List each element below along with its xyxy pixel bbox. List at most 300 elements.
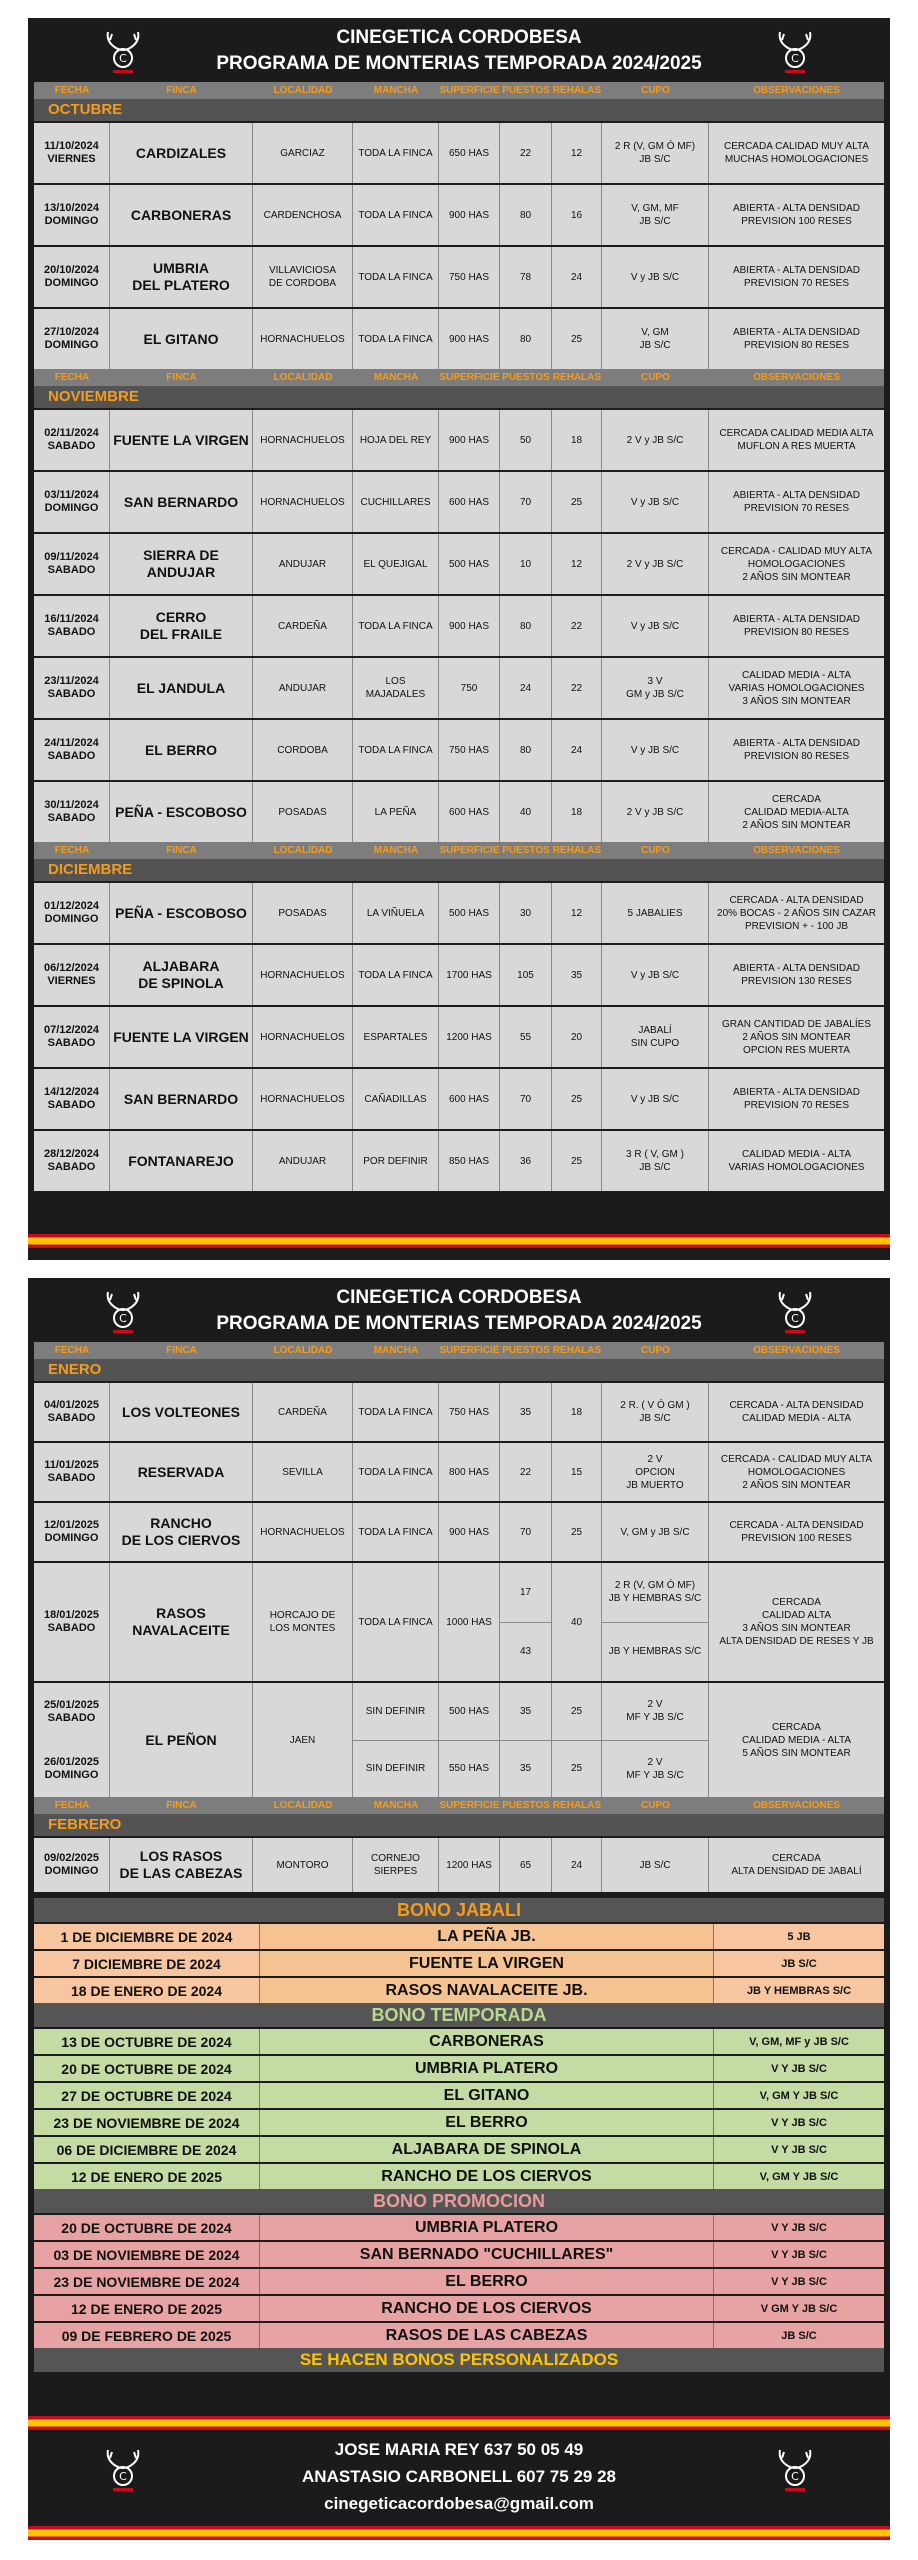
column-header-label: SUPERFICIE [439, 1800, 500, 1811]
cell-mancha: TODA LA FINCA [353, 1383, 439, 1441]
column-header-label: SUPERFICIE [439, 845, 500, 856]
bono-finca: EL BERRO [260, 2110, 714, 2135]
cell-puestos: 70 [500, 1069, 552, 1129]
cell-finca: CARDIZALES [110, 123, 253, 183]
bono-cupo: JB Y HEMBRAS S/C [714, 1978, 884, 2003]
cell-cupo [602, 1563, 709, 1681]
svg-text:C: C [119, 52, 127, 65]
deer-antlers-logo-icon [98, 2444, 148, 2494]
rehalas-b: 25 [570, 1763, 583, 1775]
program-card-2 [28, 1278, 890, 2540]
bono-finca: EL BERRO [260, 2269, 714, 2294]
table-row [34, 1067, 884, 1129]
cell-superficie: 500 HAS [439, 534, 500, 594]
column-header-label: MANCHA [373, 1345, 419, 1356]
superficie-a: 500 HAS [439, 1683, 499, 1741]
cell-superficie: 1200 HAS [439, 1007, 500, 1067]
cell-localidad: ANDUJAR [253, 658, 353, 718]
cell-mancha: TODA LA FINCA [353, 596, 439, 656]
table-row [34, 1441, 884, 1501]
cupo-a: 2 R (V, GM Ó MF) JB Y HEMBRAS S/C [602, 1563, 708, 1623]
cell-localidad: HORNACHUELOS [253, 309, 353, 369]
spanish-flag-strip [28, 1234, 890, 1248]
cell-puestos: 78 [500, 247, 552, 307]
svg-text:C: C [119, 1312, 127, 1325]
column-header-label: MANCHA [373, 372, 419, 383]
bono-row [34, 2081, 884, 2108]
cell-finca: LOS VOLTEONES [110, 1383, 253, 1441]
cell-rehalas: 18 [552, 782, 602, 842]
cell-finca: ALJABARA DE SPINOLA [110, 945, 253, 1005]
table-row [34, 718, 884, 780]
cell-mancha: LA VIÑUELA [353, 883, 439, 943]
cell-rehalas: 12 [552, 883, 602, 943]
fecha-a: 25/01/2025 SABADO [43, 1698, 100, 1724]
cell-puestos [500, 1563, 552, 1681]
cell-superficie: 1700 HAS [439, 945, 500, 1005]
cell-superficie: 500 HAS [439, 883, 500, 943]
bono-cupo: V GM Y JB S/C [714, 2296, 884, 2321]
bono-promocion-title: BONO PROMOCION [34, 2189, 884, 2213]
rehalas-a: 25 [552, 1683, 601, 1741]
cell-observaciones: ABIERTA - ALTA DENSIDAD PREVISION 70 RESES [709, 472, 884, 532]
bono-row [34, 2162, 884, 2189]
bono-finca: RASOS DE LAS CABEZAS [260, 2323, 714, 2348]
cell-rehalas: 40 [552, 1563, 602, 1681]
cell-fecha: 24/11/2024 SABADO [34, 720, 110, 780]
cell-finca: EL GITANO [110, 309, 253, 369]
cell-superficie: 600 HAS [439, 1069, 500, 1129]
cell-mancha: POR DEFINIR [353, 1131, 439, 1191]
cell-cupo: V y JB S/C [602, 472, 709, 532]
cell-fecha: 04/01/2025 SABADO [34, 1383, 110, 1441]
column-header-label: PUESTOS [502, 372, 550, 383]
month-label: ENERO [34, 1359, 884, 1381]
cell-observaciones: ABIERTA - ALTA DENSIDAD PREVISION 80 RESES [709, 596, 884, 656]
cell-observaciones: ABIERTA - ALTA DENSIDAD PREVISION 70 RESES [709, 1069, 884, 1129]
cupo-b: JB Y HEMBRAS S/C [608, 1646, 702, 1658]
cell-fecha [34, 1683, 110, 1797]
bono-cupo: V Y JB S/C [714, 2110, 884, 2135]
cell-localidad: GARCIAZ [253, 123, 353, 183]
cell-superficie: 750 [439, 658, 500, 718]
bono-finca: RANCHO DE LOS CIERVOS [260, 2164, 714, 2189]
column-header-label: REHALAS [552, 845, 602, 856]
cell-observaciones: CALIDAD MEDIA - ALTA VARIAS HOMOLOGACIONES [709, 1131, 884, 1191]
cell-cupo: V, GM, MF JB S/C [602, 185, 709, 245]
bono-date: 03 DE NOVIEMBRE DE 2024 [34, 2242, 260, 2267]
cell-puestos: 65 [500, 1838, 552, 1892]
puestos-a: 17 [500, 1563, 551, 1623]
cell-puestos: 70 [500, 472, 552, 532]
column-header-label: LOCALIDAD [273, 372, 333, 383]
bono-row [34, 2321, 884, 2348]
page-title: CINEGETICA CORDOBESA [336, 27, 582, 48]
cell-puestos: 30 [500, 883, 552, 943]
cell-localidad: HORNACHUELOS [253, 1503, 353, 1561]
bono-cupo: V Y JB S/C [714, 2242, 884, 2267]
bono-finca: UMBRIA PLATERO [260, 2215, 714, 2240]
cupo-a: 2 V MF Y JB S/C [602, 1683, 708, 1741]
fecha-b: 26/01/2025 DOMINGO [43, 1755, 100, 1781]
bono-date: 13 DE OCTUBRE DE 2024 [34, 2029, 260, 2054]
cell-localidad: ANDUJAR [253, 534, 353, 594]
cell-rehalas: 18 [552, 410, 602, 470]
cell-observaciones: CERCADA CALIDAD MEDIA-ALTA 2 AÑOS SIN MONTEAR [709, 782, 884, 842]
cell-observaciones: CERCADA CALIDAD MEDIA ALTA MUFLON A RES MUERTA [709, 410, 884, 470]
cell-localidad: HORNACHUELOS [253, 945, 353, 1005]
cell-localidad: HORNACHUELOS [253, 410, 353, 470]
bono-row [34, 1949, 884, 1976]
cell-rehalas: 25 [552, 1503, 602, 1561]
cell-cupo: 3 V GM y JB S/C [602, 658, 709, 718]
table-row [34, 470, 884, 532]
table-row [34, 1681, 884, 1797]
cell-puestos: 80 [500, 309, 552, 369]
column-header-label: CUPO [641, 85, 670, 96]
bono-date: 23 DE NOVIEMBRE DE 2024 [34, 2110, 260, 2135]
cell-cupo: 5 JABALIES [602, 883, 709, 943]
bono-cupo: V Y JB S/C [714, 2137, 884, 2162]
cell-fecha: 06/12/2024 VIERNES [34, 945, 110, 1005]
contact-email[interactable]: cinegeticacordobesa@gmail.com [324, 2494, 594, 2513]
cell-fecha: 01/12/2024 DOMINGO [34, 883, 110, 943]
cell-localidad: POSADAS [253, 782, 353, 842]
page-title: CINEGETICA CORDOBESA [336, 1287, 582, 1308]
column-header-label: PUESTOS [502, 1800, 550, 1811]
bono-finca: RANCHO DE LOS CIERVOS [260, 2296, 714, 2321]
bono-date: 06 DE DICIEMBRE DE 2024 [34, 2137, 260, 2162]
cell-cupo: 3 R ( V, GM ) JB S/C [602, 1131, 709, 1191]
column-header [34, 1342, 884, 1359]
month-label: OCTUBRE [34, 99, 884, 121]
cell-puestos: 70 [500, 1503, 552, 1561]
cell-fecha: 28/12/2024 SABADO [34, 1131, 110, 1191]
bono-row [34, 2240, 884, 2267]
cell-puestos: 50 [500, 410, 552, 470]
cell-cupo: 2 V y JB S/C [602, 410, 709, 470]
column-header-label: MANCHA [373, 1800, 419, 1811]
cell-puestos: 105 [500, 945, 552, 1005]
cell-rehalas: 25 [552, 309, 602, 369]
cell-cupo: 2 V OPCION JB MUERTO [602, 1443, 709, 1501]
bono-row [34, 2267, 884, 2294]
cell-cupo: 2 V y JB S/C [602, 782, 709, 842]
page-subtitle: PROGRAMA DE MONTERIAS TEMPORADA 2024/2025 [216, 53, 702, 74]
cell-localidad: CARDEÑA [253, 596, 353, 656]
table-row [34, 1836, 884, 1892]
column-header-label: FINCA [166, 1345, 197, 1356]
contact-phone-1: JOSE MARIA REY 637 50 05 49 [334, 2440, 584, 2459]
cell-rehalas: 22 [552, 658, 602, 718]
month-label: FEBRERO [34, 1814, 884, 1836]
cell-mancha: TODA LA FINCA [353, 720, 439, 780]
cell-rehalas: 25 [552, 1131, 602, 1191]
cell-fecha: 12/01/2025 DOMINGO [34, 1503, 110, 1561]
cell-fecha: 11/01/2025 SABADO [34, 1443, 110, 1501]
column-header-label: REHALAS [552, 372, 602, 383]
cell-fecha: 07/12/2024 SABADO [34, 1007, 110, 1067]
cell-cupo: V y JB S/C [602, 945, 709, 1005]
column-header-label: LOCALIDAD [273, 85, 333, 96]
cell-finca: RANCHO DE LOS CIERVOS [110, 1503, 253, 1561]
cell-finca: CERRO DEL FRAILE [110, 596, 253, 656]
bono-row [34, 2027, 884, 2054]
cell-rehalas [552, 1683, 602, 1797]
cell-mancha [353, 1683, 439, 1797]
bono-finca: FUENTE LA VIRGEN [260, 1951, 714, 1976]
column-header-label: FECHA [54, 1345, 90, 1356]
column-header-label: LOCALIDAD [273, 1800, 333, 1811]
column-header-label: FINCA [166, 85, 197, 96]
cell-fecha: 09/02/2025 DOMINGO [34, 1838, 110, 1892]
cell-finca: EL BERRO [110, 720, 253, 780]
cell-superficie: 1200 HAS [439, 1838, 500, 1892]
superficie-b: 550 HAS [448, 1763, 490, 1775]
column-header-label: REHALAS [552, 1800, 602, 1811]
cell-cupo: 2 V y JB S/C [602, 534, 709, 594]
cell-cupo: 2 R. ( V Ó GM ) JB S/C [602, 1383, 709, 1441]
table-row [34, 1129, 884, 1191]
deer-antlers-logo-icon [770, 26, 820, 76]
table-row [34, 408, 884, 470]
column-header [34, 842, 884, 859]
cell-superficie: 900 HAS [439, 596, 500, 656]
bono-date: 12 DE ENERO DE 2025 [34, 2164, 260, 2189]
cell-localidad: JAEN [253, 1683, 353, 1797]
cell-mancha: TODA LA FINCA [353, 309, 439, 369]
cell-rehalas: 24 [552, 1838, 602, 1892]
bono-date: 1 DE DICIEMBRE DE 2024 [34, 1924, 260, 1949]
deer-antlers-logo-icon [98, 1286, 148, 1336]
cell-localidad: HORNACHUELOS [253, 1007, 353, 1067]
cell-rehalas: 22 [552, 596, 602, 656]
table-row [34, 245, 884, 307]
cell-observaciones: CERCADA CALIDAD ALTA 3 AÑOS SIN MONTEAR ALTA DENSIDAD DE RESES Y JB [709, 1563, 884, 1681]
cell-localidad: POSADAS [253, 883, 353, 943]
cell-rehalas: 12 [552, 534, 602, 594]
deer-antlers-logo-icon [98, 26, 148, 76]
cell-mancha: CUCHILLARES [353, 472, 439, 532]
cell-observaciones: CERCADA - ALTA DENSIDAD CALIDAD MEDIA - ALTA [709, 1383, 884, 1441]
cell-observaciones: ABIERTA - ALTA DENSIDAD PREVISION 70 RESES [709, 247, 884, 307]
table-row [34, 1561, 884, 1681]
column-header-label: OBSERVACIONES [753, 845, 840, 856]
column-header-label: OBSERVACIONES [753, 372, 840, 383]
spanish-flag-strip [28, 2416, 890, 2430]
cell-mancha: LOS MAJADALES [353, 658, 439, 718]
cell-observaciones: CERCADA CALIDAD MUY ALTA MUCHAS HOMOLOGACIONES [709, 123, 884, 183]
cell-mancha: ESPARTALES [353, 1007, 439, 1067]
bono-row [34, 2108, 884, 2135]
cell-mancha: LA PEÑA [353, 782, 439, 842]
contact-footer [28, 2436, 890, 2517]
column-header-label: OBSERVACIONES [753, 85, 840, 96]
cell-mancha: TODA LA FINCA [353, 123, 439, 183]
column-header-label: PUESTOS [502, 1345, 550, 1356]
bono-row [34, 1922, 884, 1949]
cell-observaciones: CALIDAD MEDIA - ALTA VARIAS HOMOLOGACIONES 3 AÑOS SIN MONTEAR [709, 658, 884, 718]
table-row [34, 1501, 884, 1561]
cell-finca: FUENTE LA VIRGEN [110, 410, 253, 470]
cell-puestos: 36 [500, 1131, 552, 1191]
cell-observaciones: ABIERTA - ALTA DENSIDAD PREVISION 100 RESES [709, 185, 884, 245]
mancha-a: SIN DEFINIR [353, 1683, 438, 1741]
cell-puestos: 80 [500, 720, 552, 780]
column-header-label: PUESTOS [502, 85, 550, 96]
bono-finca: UMBRIA PLATERO [260, 2056, 714, 2081]
table-row [34, 532, 884, 594]
cell-fecha: 20/10/2024 DOMINGO [34, 247, 110, 307]
bono-cupo: V Y JB S/C [714, 2215, 884, 2240]
spanish-flag-strip [28, 2526, 890, 2540]
column-header-label: FECHA [54, 372, 90, 383]
bono-date: 20 DE OCTUBRE DE 2024 [34, 2056, 260, 2081]
cell-cupo: V, GM JB S/C [602, 309, 709, 369]
cell-finca: PEÑA - ESCOBOSO [110, 883, 253, 943]
cell-superficie: 850 HAS [439, 1131, 500, 1191]
cell-rehalas: 25 [552, 472, 602, 532]
column-header-label: MANCHA [373, 845, 419, 856]
cell-cupo: JABALÍ SIN CUPO [602, 1007, 709, 1067]
bono-temporada-title: BONO TEMPORADA [34, 2003, 884, 2027]
cell-cupo: 2 R (V, GM Ó MF) JB S/C [602, 123, 709, 183]
cell-mancha: TODA LA FINCA [353, 185, 439, 245]
cell-finca: PEÑA - ESCOBOSO [110, 782, 253, 842]
cell-puestos: 80 [500, 185, 552, 245]
column-header-label: CUPO [641, 372, 670, 383]
cell-mancha: TODA LA FINCA [353, 945, 439, 1005]
column-header-label: OBSERVACIONES [753, 1345, 840, 1356]
cell-finca: EL JANDULA [110, 658, 253, 718]
cell-observaciones: CERCADA ALTA DENSIDAD DE JABALÍ [709, 1838, 884, 1892]
svg-text:C: C [791, 52, 799, 65]
puestos-b: 35 [519, 1763, 532, 1775]
cell-superficie: 900 HAS [439, 185, 500, 245]
cell-rehalas: 24 [552, 720, 602, 780]
cell-localidad: HORNACHUELOS [253, 472, 353, 532]
column-header-label: CUPO [641, 845, 670, 856]
cell-cupo [602, 1683, 709, 1797]
deer-antlers-logo-icon [770, 1286, 820, 1336]
cell-fecha: 23/11/2024 SABADO [34, 658, 110, 718]
bono-cupo: V Y JB S/C [714, 2056, 884, 2081]
bono-row [34, 2135, 884, 2162]
column-header-label: FECHA [54, 1800, 90, 1811]
column-header-label: FINCA [166, 845, 197, 856]
column-header [34, 82, 884, 99]
contact-phone-2: ANASTASIO CARBONELL 607 75 29 28 [302, 2467, 616, 2486]
table-row [34, 780, 884, 842]
bono-cupo: V Y JB S/C [714, 2269, 884, 2294]
bono-date: 27 DE OCTUBRE DE 2024 [34, 2083, 260, 2108]
bono-row [34, 2294, 884, 2321]
cell-observaciones: CERCADA - ALTA DENSIDAD PREVISION 100 RESES [709, 1503, 884, 1561]
cell-fecha: 14/12/2024 SABADO [34, 1069, 110, 1129]
svg-text:C: C [791, 1312, 799, 1325]
cell-rehalas: 25 [552, 1069, 602, 1129]
cell-finca: SAN BERNARDO [110, 1069, 253, 1129]
cell-cupo: V y JB S/C [602, 720, 709, 780]
cell-observaciones: ABIERTA - ALTA DENSIDAD PREVISION 80 RESES [709, 720, 884, 780]
month-label: NOVIEMBRE [34, 386, 884, 408]
cell-localidad: ANDUJAR [253, 1131, 353, 1191]
cell-puestos: 80 [500, 596, 552, 656]
column-header-label: MANCHA [373, 85, 419, 96]
column-header-label: LOCALIDAD [273, 845, 333, 856]
cell-observaciones: CERCADA CALIDAD MEDIA - ALTA 5 AÑOS SIN MONTEAR [709, 1683, 884, 1797]
cell-mancha: EL QUEJIGAL [353, 534, 439, 594]
svg-text:C: C [791, 2470, 799, 2483]
cell-puestos: 35 [500, 1383, 552, 1441]
table-row [34, 183, 884, 245]
bono-date: 23 DE NOVIEMBRE DE 2024 [34, 2269, 260, 2294]
bono-cupo: V, GM, MF y JB S/C [714, 2029, 884, 2054]
bono-finca: EL GITANO [260, 2083, 714, 2108]
column-header-label: CUPO [641, 1800, 670, 1811]
cell-observaciones: CERCADA - CALIDAD MUY ALTA HOMOLOGACIONES 2 AÑOS SIN MONTEAR [709, 534, 884, 594]
bono-finca: RASOS NAVALACEITE JB. [260, 1978, 714, 2003]
cell-puestos: 22 [500, 123, 552, 183]
cell-localidad: MONTORO [253, 1838, 353, 1892]
month-label: DICIEMBRE [34, 859, 884, 881]
bono-jabali-title: BONO JABALI [34, 1898, 884, 1922]
cell-finca: UMBRIA DEL PLATERO [110, 247, 253, 307]
cell-localidad: SEVILLA [253, 1443, 353, 1501]
bonos-personalizados: SE HACEN BONOS PERSONALIZADOS [34, 2348, 884, 2372]
bono-cupo: JB S/C [714, 2323, 884, 2348]
cell-mancha: TODA LA FINCA [353, 1503, 439, 1561]
table-row [34, 1381, 884, 1441]
cell-localidad: CARDEÑA [253, 1383, 353, 1441]
table-row [34, 594, 884, 656]
cell-rehalas: 15 [552, 1443, 602, 1501]
cell-finca: FONTANAREJO [110, 1131, 253, 1191]
cell-cupo: V y JB S/C [602, 1069, 709, 1129]
cell-cupo: V y JB S/C [602, 247, 709, 307]
cell-fecha: 02/11/2024 SABADO [34, 410, 110, 470]
bono-row [34, 1976, 884, 2003]
cell-puestos: 22 [500, 1443, 552, 1501]
bono-date: 20 DE OCTUBRE DE 2024 [34, 2215, 260, 2240]
table-row [34, 881, 884, 943]
cell-superficie: 800 HAS [439, 1443, 500, 1501]
cell-superficie: 600 HAS [439, 782, 500, 842]
cell-superficie: 750 HAS [439, 720, 500, 780]
cell-fecha: 30/11/2024 SABADO [34, 782, 110, 842]
card-header [28, 18, 890, 82]
cell-observaciones: ABIERTA - ALTA DENSIDAD PREVISION 80 RESES [709, 309, 884, 369]
cell-finca: SIERRA DE ANDUJAR [110, 534, 253, 594]
bono-cupo: V, GM Y JB S/C [714, 2083, 884, 2108]
cell-superficie: 900 HAS [439, 309, 500, 369]
column-header-label: REHALAS [552, 1345, 602, 1356]
cell-finca: CARBONERAS [110, 185, 253, 245]
cell-cupo: V y JB S/C [602, 596, 709, 656]
cell-finca: FUENTE LA VIRGEN [110, 1007, 253, 1067]
cell-fecha: 16/11/2024 SABADO [34, 596, 110, 656]
cell-rehalas: 12 [552, 123, 602, 183]
cell-superficie: 750 HAS [439, 247, 500, 307]
cell-localidad: HORNACHUELOS [253, 1069, 353, 1129]
cell-finca: RESERVADA [110, 1443, 253, 1501]
column-header-label: FECHA [54, 85, 90, 96]
cell-superficie: 650 HAS [439, 123, 500, 183]
bono-row [34, 2213, 884, 2240]
table-row [34, 307, 884, 369]
cell-observaciones: ABIERTA - ALTA DENSIDAD PREVISION 130 RESES [709, 945, 884, 1005]
bono-date: 18 DE ENERO DE 2024 [34, 1978, 260, 2003]
